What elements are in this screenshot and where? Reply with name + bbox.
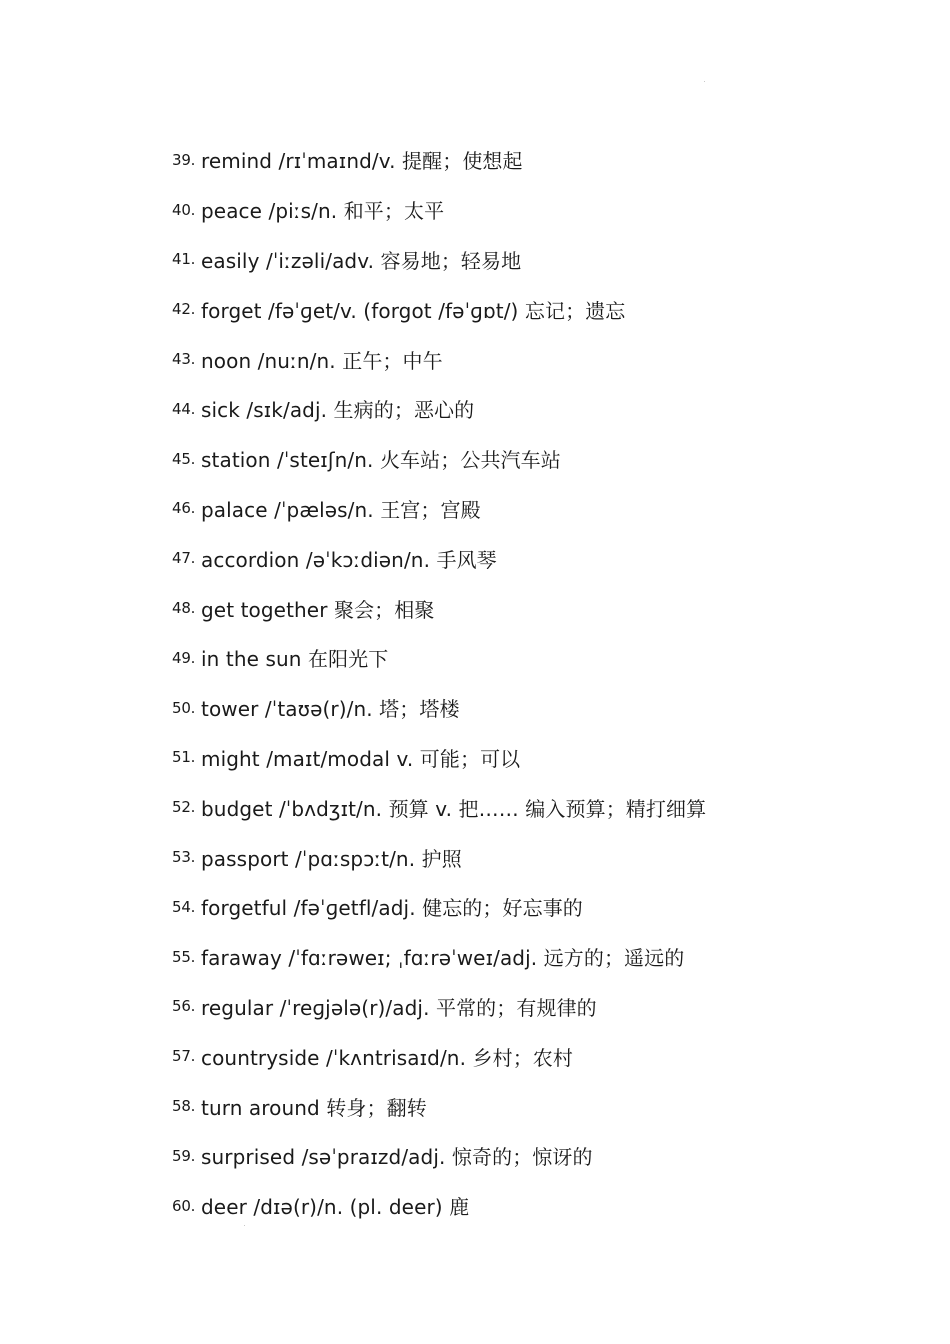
entry-number: 56. — [172, 997, 196, 1016]
entry-number: 40. — [172, 200, 196, 219]
entry-text: turn around 转身；翻转 — [201, 1095, 427, 1120]
entry-text: deer /dɪə(r)/n. (pl. deer) 鹿 — [201, 1195, 470, 1220]
scan-speck — [244, 1225, 245, 1226]
entry-number: 48. — [172, 599, 196, 618]
entry-text: tower /ˈtaʊə(r)/n. 塔；塔楼 — [201, 697, 460, 722]
entry-text: noon /nuːn/n. 正午；中午 — [201, 348, 443, 373]
entry-number: 50. — [172, 698, 196, 717]
entry-number: 44. — [172, 399, 196, 418]
entry-text: might /maɪt/modal v. 可能；可以 — [201, 746, 521, 771]
entry-number: 51. — [172, 748, 196, 767]
entry-text: get together 聚会；相聚 — [201, 597, 435, 622]
entry-number: 55. — [172, 947, 196, 966]
entry-number: 59. — [172, 1146, 196, 1165]
vocab-entry — [172, 1181, 706, 1231]
entry-number: 49. — [172, 648, 196, 667]
entry-number: 53. — [172, 848, 196, 867]
entry-number: 42. — [172, 300, 196, 319]
entry-text: budget /ˈbʌdʒɪt/n. 预算 v. 把…… 编入预算；精打细算 — [201, 796, 707, 821]
vocabulary-list — [172, 135, 706, 1231]
vocab-entry — [172, 484, 706, 534]
entry-text: station /ˈsteɪʃn/n. 火车站；公共汽车站 — [201, 448, 561, 473]
vocab-entry — [172, 782, 706, 832]
entry-number: 60. — [172, 1196, 196, 1215]
vocab-entry — [172, 583, 706, 633]
vocab-entry — [172, 932, 706, 982]
vocab-entry — [172, 185, 706, 235]
vocab-entry — [172, 334, 706, 384]
scan-speck — [704, 81, 705, 82]
vocab-entry — [172, 633, 706, 683]
vocab-entry — [172, 1081, 706, 1131]
entry-number: 54. — [172, 897, 196, 916]
entry-text: surprised /səˈpraɪzd/adj. 惊奇的；惊讶的 — [201, 1145, 593, 1170]
entry-text: forgetful /fəˈɡetfl/adj. 健忘的；好忘事的 — [201, 896, 583, 921]
vocab-entry — [172, 135, 706, 185]
vocab-entry — [172, 533, 706, 583]
vocab-entry — [172, 832, 706, 882]
entry-text: countryside /ˈkʌntrisaɪd/n. 乡村；农村 — [201, 1045, 574, 1070]
entry-text: peace /piːs/n. 和平；太平 — [201, 199, 445, 224]
vocab-entry — [172, 882, 706, 932]
entry-number: 39. — [172, 150, 196, 169]
entry-number: 43. — [172, 350, 196, 369]
entry-text: in the sun 在阳光下 — [201, 647, 389, 672]
entry-text: accordion /əˈkɔːdiən/n. 手风琴 — [201, 547, 497, 572]
vocab-entry — [172, 982, 706, 1032]
entry-text: regular /ˈreɡjələ(r)/adj. 平常的；有规律的 — [201, 995, 597, 1020]
vocab-entry — [172, 1031, 706, 1081]
entry-text: sick /sɪk/adj. 生病的；恶心的 — [201, 398, 475, 423]
entry-text: palace /ˈpæləs/n. 王宫；宫殿 — [201, 497, 481, 522]
entry-text: remind /rɪˈmaɪnd/v. 提醒；使想起 — [201, 149, 523, 174]
vocab-entry — [172, 284, 706, 334]
vocab-entry — [172, 235, 706, 285]
vocab-entry — [172, 1131, 706, 1181]
entry-number: 52. — [172, 798, 196, 817]
vocab-entry — [172, 384, 706, 434]
entry-text: passport /ˈpɑːspɔːt/n. 护照 — [201, 846, 462, 871]
entry-number: 57. — [172, 1047, 196, 1066]
entry-number: 46. — [172, 499, 196, 518]
entry-text: easily /ˈiːzəli/adv. 容易地；轻易地 — [201, 248, 522, 273]
vocab-entry — [172, 434, 706, 484]
vocab-entry — [172, 683, 706, 733]
entry-number: 41. — [172, 250, 196, 269]
entry-number: 58. — [172, 1097, 196, 1116]
entry-number: 45. — [172, 449, 196, 468]
entry-number: 47. — [172, 549, 196, 568]
entry-text: forget /fəˈɡet/v. (forgot /fəˈɡɒt/) 忘记；遗忘 — [201, 298, 626, 323]
vocab-entry — [172, 733, 706, 783]
entry-text: faraway /ˈfɑːrəweɪ; ˌfɑːrəˈweɪ/adj. 远方的；遥远的 — [201, 946, 685, 971]
